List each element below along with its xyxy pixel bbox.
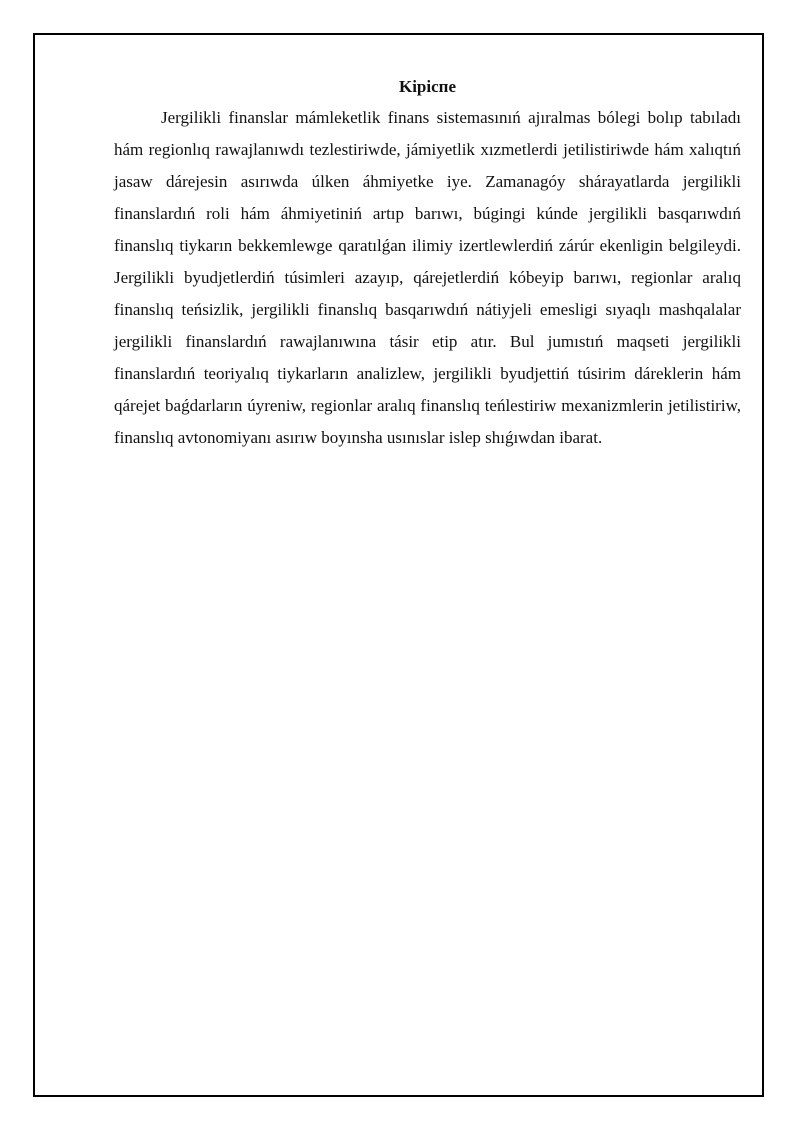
section-title: Kipicпе [398, 77, 456, 96]
intro-paragraph: Jergilikli finanslar mámleketlik finans sistemasınıń ajıralmas bólegi bolıp tabıladı hám regionlıq rawajlanıwdı tezlestiriwde, jámiyetlik xızmetlerdi jetilistiriwde hám xalıqtıń jasaw dárejesin asırıwda úlken áhmiyetke iye. Zamanagóy shárayatlarda jergilikli finanslardıń roli hám áhmiyetiniń artıp barıwı, búgingi kúnde jergilikli basqarıwdıń finanslıq tiykarın bekkemlewge qaratılǵan ilimiy izertlewlerdiń zárúr ekenligin belgileydi. Jergilikli byudjetlerdiń túsimleri azayıp, qárejetlerdiń kóbeyip barıwı, regionlar aralıq finanslıq teńsizlik, jergilikli finanslıq basqarıwdıń nátiyjeli emesligi sıyaqlı mashqalalar jergilikli finanslardıń rawajlanıwına tásir etip atır. Bul jumıstıń maqseti jergilikli finanslardıń teoriyalıq tiykarların analizlew, jergilikli byudjettiń túsirim dáreklerin hám qárejet baǵdarların úyreniw, regionlar aralıq finanslıq teńlestiriw mexanizmlerin jetilistiriw, finanslıq avtonomiyanı asırıw boyınsha usınıslar islep shıǵıwdan ibarat. [114, 108, 741, 447]
document-body [114, 74, 741, 454]
